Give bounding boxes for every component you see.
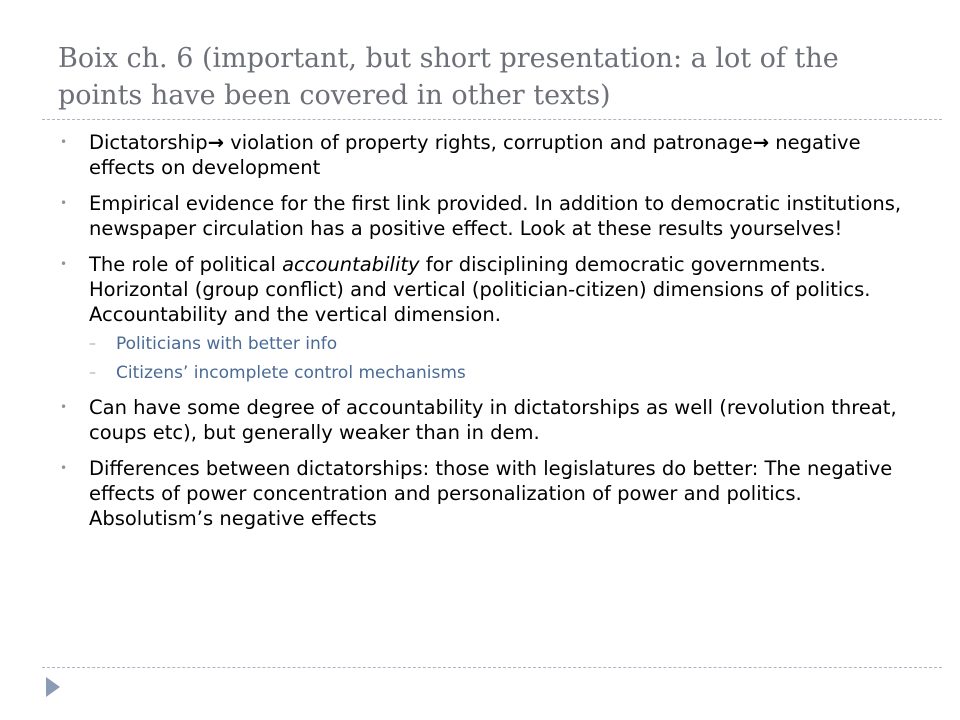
bullet-item-dictatorship-accountability [60,395,920,445]
bullet-text-part: Dictatorship [89,131,208,154]
arrow-right-icon: → [207,131,225,154]
bullet-text: Empirical evidence for the first link provided. In addition to democratic institutions, newspaper circulation has a positive effect. Look at these results yourselves! [89,192,902,240]
bullet-icon: • [60,257,68,271]
bullet-icon: • [60,461,68,475]
bullet-text-part: negative effects on development [89,131,861,179]
bullet-list [60,130,920,542]
bullet-icon: • [60,196,68,210]
arrow-right-icon: → [752,131,770,154]
bullet-text: Can have some degree of accountability in dictatorships as well (revolution threat, coups etc), but generally weaker than in dem. [89,396,897,444]
slide-title: Boix ch. 6 (important, but short presentation: a lot of the points have been covered in other texts) [58,43,839,111]
bullet-text-post: for disciplining democratic governments. Horizontal (group conflict) and vertical (politician-citizen) dimensions of politics. Accountability and the vertical dimension. [89,253,871,326]
top-divider [42,119,942,120]
dash-icon: – [89,336,96,352]
bullet-item-empirical-evidence [60,191,920,241]
bullet-text-pre: The role of political [89,253,283,276]
bullet-item-accountability [60,252,920,384]
triangle-marker-icon [46,677,60,697]
sub-bullet-text: Citizens’ incomplete control mechanisms [116,363,466,383]
sub-bullet-item [89,362,920,384]
bullet-text: Differences between dictatorships: those with legislatures do better: The negative effects of power concentration and personalization of power and politics. Absolutism’s negative effects [89,457,893,530]
sub-bullet-item [89,333,920,355]
bullet-item-dictatorship [60,130,920,180]
sub-bullet-text: Politicians with better info [116,334,338,354]
bullet-icon: • [60,400,68,414]
bullet-text-emphasis: accountability [282,253,420,276]
dash-icon: – [89,365,96,381]
bullet-icon: • [60,135,68,149]
sub-bullet-list [89,333,920,384]
bottom-divider [42,667,942,668]
bullet-text-part: violation of property rights, corruption and patronage [224,131,753,154]
bullet-item-differences [60,456,920,531]
